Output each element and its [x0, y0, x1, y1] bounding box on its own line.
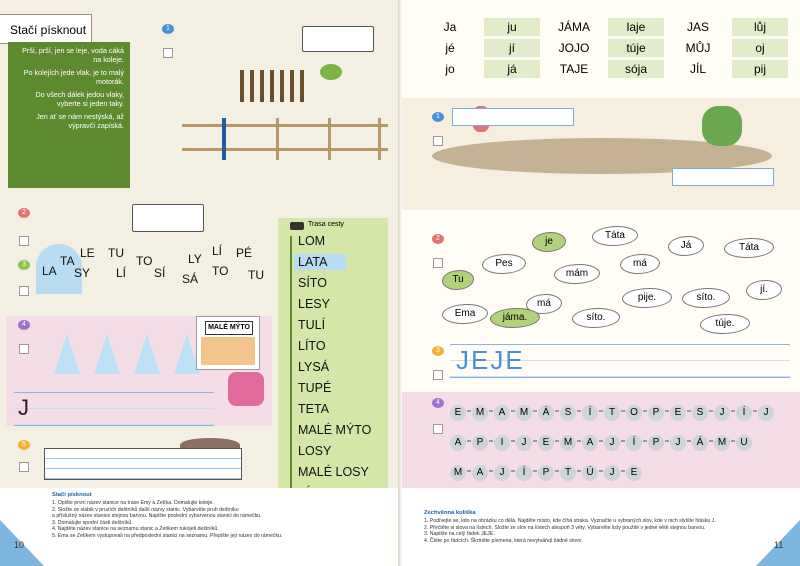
instruction-line: 2. Složte ze slabik v pruzích deštníků další názvy stanic. Vybarvěte pruh deštníku	[52, 506, 239, 513]
chain-letter[interactable]: Í	[516, 465, 532, 481]
chain-letter[interactable]: M	[516, 405, 532, 421]
syllable: jí	[484, 39, 540, 57]
instruction-line: 1. Podívejte se, kdo na obrázku co dělá. Najděte místo, kde číhá straka. Vyznačte u vybraných slov, kde v nich slyšíte hlásku J.	[424, 518, 716, 524]
route-item[interactable]: TUPÉ	[298, 381, 332, 395]
chain-link	[621, 410, 625, 412]
chain-letter[interactable]: M	[714, 435, 730, 451]
chain-letter[interactable]: O	[626, 405, 642, 421]
chain-link	[665, 440, 669, 442]
station-illustration	[196, 316, 260, 370]
route-item[interactable]: LYSÁ	[298, 360, 330, 374]
chain-letter[interactable]: M	[560, 435, 576, 451]
answer-frame-1[interactable]	[302, 26, 374, 52]
arch-syllable: TO	[212, 264, 229, 278]
chain-link	[599, 440, 603, 442]
chain-link	[467, 470, 471, 472]
right-page	[402, 0, 800, 566]
syllable: túje	[608, 39, 664, 57]
chain-link	[687, 410, 691, 412]
instruction-line: a příslušný název stanice stejnou barvou. Napište poslední vybarvenou stanici do rámečku.	[52, 513, 262, 519]
chain-letter[interactable]: Í	[736, 405, 752, 421]
arch-syllable: SY	[74, 266, 91, 280]
leaf-word[interactable]: mám	[554, 264, 600, 284]
arch-syllable: LÍ	[212, 244, 223, 258]
poem-stanza-2: Po kolejích jede vlak, je to malý motorák.	[23, 68, 124, 86]
chain-link	[489, 440, 493, 442]
chain-letter[interactable]: J	[758, 405, 774, 421]
chain-link	[621, 470, 625, 472]
arch-syllable: SÁ	[182, 272, 199, 286]
exercise-2-badge: 2	[432, 234, 444, 244]
frog-illustration	[320, 64, 342, 80]
chain-link	[489, 410, 493, 412]
syllable: jo	[445, 62, 455, 76]
chain-link	[511, 440, 515, 442]
chain-letter[interactable]: J	[604, 465, 620, 481]
leaf-word[interactable]: má	[620, 254, 660, 274]
rail-drawing	[240, 70, 310, 102]
leaf-word[interactable]: jí.	[746, 280, 782, 300]
chain-link	[533, 410, 537, 412]
arch-syllable: TA	[60, 254, 75, 268]
syllable: laje	[608, 18, 664, 36]
umbrella-cone	[54, 334, 80, 374]
route-title: Trasa cesty	[308, 221, 344, 228]
arch-syllable: PÉ	[236, 246, 253, 260]
arch-syllable: LÍ	[116, 266, 127, 280]
exercise-3-checkbox[interactable]	[19, 286, 29, 296]
poem-box	[8, 42, 130, 188]
route-list	[278, 218, 388, 514]
route-item[interactable]: LÍTO	[298, 339, 326, 353]
chain-letter[interactable]: M	[450, 465, 466, 481]
chain-letter[interactable]: T	[604, 405, 620, 421]
picnic-illustration	[402, 98, 800, 210]
route-item[interactable]: TETA	[298, 402, 330, 416]
leaf-word[interactable]: túje.	[700, 314, 750, 334]
rail-tracks	[182, 118, 388, 160]
arch-syllable: LA	[42, 264, 57, 278]
route-item[interactable]: SÍTO	[298, 276, 327, 290]
chain-letter[interactable]: A	[582, 435, 598, 451]
left-page	[0, 0, 398, 566]
instruction-line: 5. Ema se Zetíkem vystupovali na předposlední stanici na seznamu. Přepište její název do rámečku.	[52, 532, 283, 539]
leaf-word[interactable]: Já	[668, 236, 704, 256]
syllable: ju	[484, 18, 540, 36]
letter-chain-2	[450, 432, 753, 452]
poem-stanza-1: Prší, prší, jen se leje, voda cáká na koleje.	[22, 46, 124, 64]
chain-link	[489, 470, 493, 472]
chain-link	[467, 410, 471, 412]
train-icon	[290, 222, 304, 230]
chain-link	[753, 410, 757, 412]
arch-syllable: LY	[188, 252, 202, 266]
instructions-title: Zechvěnná kuliška	[424, 510, 476, 516]
umbrella-arches	[36, 236, 276, 296]
leaf-word[interactable]: Táta	[724, 238, 774, 258]
leaf-word[interactable]: Táta	[592, 226, 638, 246]
chain-link	[709, 440, 713, 442]
syllable: JÍL	[689, 62, 706, 76]
page-number: 11	[774, 540, 784, 550]
exercise-3-checkbox[interactable]	[433, 370, 443, 380]
write-word-sample: JEJE	[456, 345, 525, 375]
exercise-5-badge: 5	[18, 440, 30, 450]
leaf-word[interactable]: jáma.	[490, 308, 540, 328]
chain-letter[interactable]: U	[736, 435, 752, 451]
syllable: sója	[608, 60, 664, 78]
leaf-word[interactable]: je	[532, 232, 566, 252]
chain-letter[interactable]: P	[472, 435, 488, 451]
leaf-word[interactable]: síto.	[682, 288, 730, 308]
poem-stanza-4: Jen ať se nám nestýská, až výpravčí zapíská.	[36, 112, 124, 130]
answer-frame-5[interactable]	[44, 448, 242, 480]
writing-lines-4[interactable]	[14, 392, 214, 426]
syllable: pij	[732, 60, 788, 78]
syllable: já	[484, 60, 540, 78]
leaf-word[interactable]: Ema	[442, 304, 488, 324]
chain-link	[577, 440, 581, 442]
letter-chain-3	[450, 462, 643, 482]
exercise-4-checkbox[interactable]	[19, 344, 29, 354]
chain-link	[731, 440, 735, 442]
chain-link	[555, 440, 559, 442]
word-leaves	[442, 218, 792, 340]
poem-stanza-3: Do všech dálek jedou vlaky, vyberte si jeden taky.	[35, 90, 124, 108]
arch-syllable: TO	[136, 254, 153, 268]
answer-frame-2[interactable]	[132, 204, 204, 232]
chain-link	[467, 440, 471, 442]
route-item[interactable]: LATA	[298, 255, 328, 269]
syllable: TAJE	[559, 62, 589, 76]
instructions	[424, 518, 764, 544]
syllable: JAS	[686, 20, 709, 34]
chain-letter[interactable]: S	[560, 405, 576, 421]
route-item[interactable]: MALÉ LOSY	[298, 465, 369, 479]
boy-illustration	[702, 106, 742, 146]
instruction-line: 3. Napište na celý řádek JEJE.	[424, 531, 495, 537]
exercise-1-checkbox[interactable]	[163, 48, 173, 58]
route-item[interactable]: LOSY	[298, 444, 332, 458]
chain-link	[511, 410, 515, 412]
chain-letter[interactable]: J	[494, 465, 510, 481]
chain-letter[interactable]: A	[472, 465, 488, 481]
exercise-4-badge: 4	[432, 398, 444, 408]
station-building	[201, 337, 255, 365]
chain-letter[interactable]: E	[450, 405, 466, 421]
syllable: JÁMA	[557, 20, 590, 34]
chain-letter[interactable]: A	[450, 435, 466, 451]
arch-syllable: SÍ	[154, 266, 166, 280]
exercise-4-checkbox[interactable]	[433, 424, 443, 434]
chain-letter[interactable]: E	[670, 405, 686, 421]
syllable: lůj	[732, 18, 788, 36]
chain-link	[731, 410, 735, 412]
chain-link	[533, 440, 537, 442]
chain-link	[687, 440, 691, 442]
chain-link	[577, 470, 581, 472]
chain-link	[709, 410, 713, 412]
chain-link	[555, 410, 559, 412]
chain-link	[643, 410, 647, 412]
chain-link	[555, 470, 559, 472]
instruction-line: 4. Čtěte po řádcích. Škrtněte písmena, která nevytvářejí žádné slovo.	[424, 537, 583, 544]
chain-letter[interactable]: T	[560, 465, 576, 481]
exercise-2-badge: 2	[18, 208, 30, 218]
route-item[interactable]: MALÉ MÝTO	[298, 423, 372, 437]
instruction-line: 4. Najděte název stanice na seznamu stanic a Zetíkem rukojeti deštníků.	[52, 526, 219, 532]
exercise-3-badge: 3	[18, 260, 30, 270]
writing-lines-3[interactable]	[450, 344, 790, 378]
umbrella-cone	[134, 334, 160, 374]
chain-letter[interactable]: Í	[626, 435, 642, 451]
syllable: MŮJ	[685, 41, 711, 55]
leaf-word[interactable]: má	[526, 294, 562, 314]
chain-letter[interactable]: E	[626, 465, 642, 481]
chain-letter[interactable]: M	[472, 405, 488, 421]
answer-boxes-top[interactable]	[452, 108, 574, 126]
exercise-5-checkbox[interactable]	[19, 462, 29, 472]
chain-letter[interactable]: Ú	[582, 465, 598, 481]
chain-letter[interactable]: S	[692, 405, 708, 421]
exercise-2-checkbox[interactable]	[19, 236, 29, 246]
exercise-1-badge: 1	[432, 112, 444, 122]
chain-letter[interactable]: P	[538, 465, 554, 481]
route-line	[290, 236, 292, 508]
chain-letter[interactable]: J	[604, 435, 620, 451]
exercise-1-checkbox[interactable]	[433, 136, 443, 146]
umbrella-cone	[94, 334, 120, 374]
instructions-title: Stačí písknout	[52, 492, 92, 498]
instruction-line: 1. Opište první název stanice na trase Emy a Zetíka. Domalujte koleje.	[52, 500, 214, 506]
bag-illustration	[228, 372, 264, 406]
chain-link	[599, 410, 603, 412]
chain-letter[interactable]: E	[538, 435, 554, 451]
chain-letter[interactable]: J	[670, 435, 686, 451]
leaf-word[interactable]: Tu	[442, 270, 474, 290]
chain-link	[533, 470, 537, 472]
chain-link	[665, 410, 669, 412]
syllable: Ja	[443, 20, 457, 34]
write-letter-sample: J	[18, 395, 29, 420]
instruction-line: 3. Domalujte spodní části deštníků.	[52, 519, 133, 526]
route-item[interactable]: TULÍ	[298, 318, 326, 332]
instructions	[52, 500, 352, 539]
syllable: JOJO	[558, 41, 590, 55]
arch-syllable: LE	[80, 246, 95, 260]
answer-boxes-bottom[interactable]	[672, 168, 774, 186]
chain-link	[621, 440, 625, 442]
chain-letter[interactable]: A	[494, 405, 510, 421]
exercise-3-badge: 3	[432, 346, 444, 356]
chain-link	[577, 410, 581, 412]
chain-link	[599, 470, 603, 472]
chain-letter[interactable]: Í	[582, 405, 598, 421]
chain-letter[interactable]: J	[516, 435, 532, 451]
chain-link	[511, 470, 515, 472]
instruction-line: 2. Přečtěte si slova na lístech. Složte ze slov na lístech alespoň 3 věty. Vybarvěte listy použité v jedné větě stejnou barvou.	[424, 524, 706, 531]
chain-letter[interactable]: I	[494, 435, 510, 451]
chain-link	[643, 440, 647, 442]
chain-letter[interactable]: P	[648, 435, 664, 451]
page-title: Stačí písknout	[0, 14, 92, 44]
chain-letter[interactable]: P	[648, 405, 664, 421]
exercise-4-badge: 4	[18, 320, 30, 330]
page-number: 10	[14, 540, 25, 550]
leaf-word[interactable]: pije.	[622, 288, 672, 308]
route-item[interactable]: LESY	[298, 297, 330, 311]
leaf-word[interactable]: Pes	[482, 254, 526, 274]
arch-syllable: TU	[248, 268, 264, 282]
chain-letter[interactable]: J	[714, 405, 730, 421]
syllable: jé	[445, 41, 455, 55]
syllable: oj	[732, 39, 788, 57]
station-sign: MALÉ MÝTO	[205, 321, 253, 335]
leaf-word[interactable]: síto.	[572, 308, 620, 328]
arch-syllable: TU	[108, 246, 124, 260]
chain-letter[interactable]: Á	[538, 405, 554, 421]
exercise-1-badge: 1	[162, 24, 174, 34]
letter-chain-1	[450, 402, 775, 422]
syllable-grid	[422, 18, 792, 80]
chain-letter[interactable]: Á	[692, 435, 708, 451]
route-item[interactable]: LOM	[298, 234, 326, 248]
